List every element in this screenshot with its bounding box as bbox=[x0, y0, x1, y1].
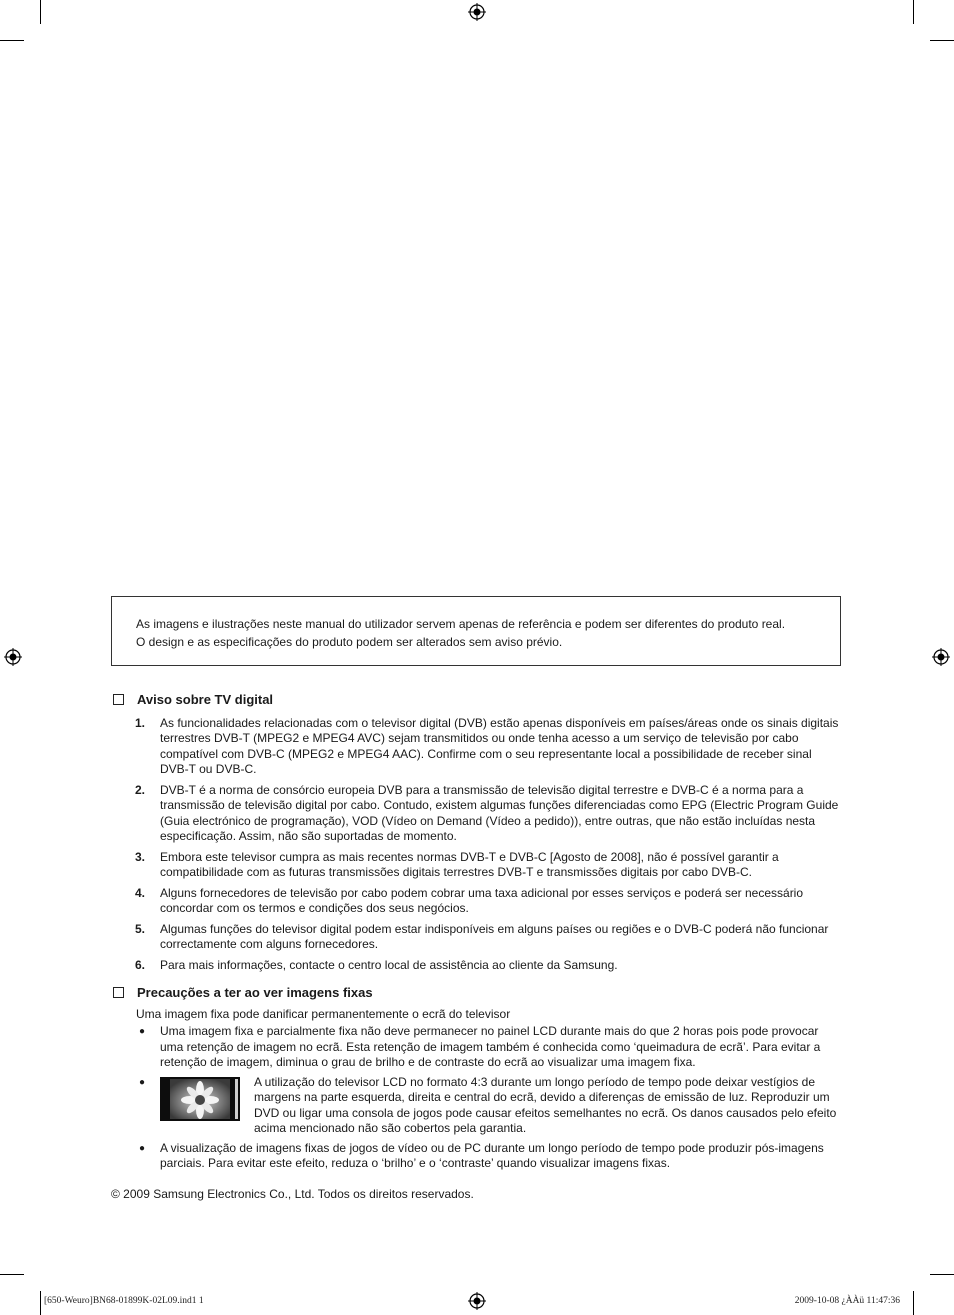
section-heading bbox=[111, 692, 843, 708]
crop-mark bbox=[930, 1274, 954, 1275]
item-number: 4. bbox=[135, 885, 146, 900]
section-heading bbox=[111, 985, 843, 1001]
flower-tv-screen-icon bbox=[160, 1077, 240, 1121]
item-number: 5. bbox=[135, 921, 146, 936]
item-number: 1. bbox=[135, 715, 146, 730]
item-text: DVB-T é a norma de consórcio europeia DVB para a transmissão de televisão digital terrestre e DVB-C é a norma para a transmissão de televisão digital por cabo. Contudo, existem algumas funções diferenciadas como EPG (Electric Program Guide (Guia electrónico de programação), VOD (Vídeo on Demand (Vídeo a pedido)), entre outras, que não estão incluídas nesta especificação. Assim, não são suportadas de momento. bbox=[160, 782, 839, 843]
section-title: Precauções a ter ao ver imagens fixas bbox=[137, 985, 373, 1000]
crop-mark bbox=[0, 40, 24, 41]
list-item bbox=[111, 783, 843, 845]
list-item bbox=[111, 1024, 843, 1071]
registration-mark-icon bbox=[932, 648, 950, 666]
list-item bbox=[111, 716, 843, 778]
bullet-list bbox=[111, 1024, 843, 1172]
item-number: 2. bbox=[135, 782, 146, 797]
bullet-icon: ● bbox=[139, 1142, 146, 1154]
item-text: Uma imagem fixa e parcialmente fixa não deve permanecer no painel LCD durante mais do que 2 horas pois pode provocar uma retenção de imagem no ecrã. Esta retenção de imagem também é conhecida como ‘queimadura de ecrã’. Para evitar a retenção de imagem, diminua o grau de brilho e de contraste do ecrã ao visualizar uma imagem fixa. bbox=[160, 1024, 821, 1069]
list-item bbox=[111, 922, 843, 953]
bullet-icon: ● bbox=[139, 1076, 146, 1088]
numbered-list bbox=[111, 716, 843, 974]
crop-mark bbox=[0, 1274, 24, 1275]
disclaimer-box bbox=[111, 596, 841, 666]
crop-mark bbox=[930, 40, 954, 41]
crop-mark bbox=[40, 0, 41, 24]
crop-mark bbox=[913, 0, 914, 24]
item-text: A utilização do televisor LCD no formato 4:3 durante um longo período de tempo pode deixar vestígios de margens na parte esquerda, direita e central do ecrã, devido a diferenças de emissão de luz. Reproduzir um DVD ou ligar uma consola de jogos pode causar efeitos semelhantes no ecrã. Os danos causados pelo efeito acima mencionado não são cobertos pela garantia. bbox=[254, 1074, 837, 1135]
print-slug-left: [650-Weuro]BN68-01899K-02L09.ind1 1 bbox=[44, 1296, 204, 1306]
registration-mark-icon bbox=[4, 648, 22, 666]
checkbox-square-icon bbox=[113, 694, 124, 705]
digital-tv-section bbox=[111, 692, 843, 978]
registration-mark-icon bbox=[468, 1292, 486, 1310]
item-text: Algumas funções do televisor digital podem estar indisponíveis em alguns países ou regiões e o DVB-C poderá não funcionar correctamente com alguns fornecedores. bbox=[160, 921, 829, 951]
copyright-text: © 2009 Samsung Electronics Co., Ltd. Todos os direitos reservados. bbox=[111, 1187, 474, 1201]
crop-mark bbox=[40, 1291, 41, 1315]
item-number: 3. bbox=[135, 849, 146, 864]
item-text: Alguns fornecedores de televisão por cabo podem cobrar uma taxa adicional por esses serviços e poderá ser necessário concordar com os termos e condições dos seus negócios. bbox=[160, 885, 804, 915]
list-item bbox=[111, 1075, 843, 1137]
list-item bbox=[111, 958, 843, 974]
item-text: Para mais informações, contacte o centro local de assistência ao cliente da Samsung. bbox=[160, 957, 618, 972]
item-number: 6. bbox=[135, 957, 146, 972]
list-item bbox=[111, 886, 843, 917]
section-title: Aviso sobre TV digital bbox=[137, 692, 274, 707]
registration-mark-icon bbox=[468, 3, 486, 21]
crop-mark bbox=[913, 1291, 914, 1315]
bullet-icon: ● bbox=[139, 1026, 146, 1037]
list-item bbox=[111, 850, 843, 881]
list-item bbox=[111, 1141, 843, 1172]
checkbox-square-icon bbox=[113, 987, 124, 998]
item-text: Embora este televisor cumpra as mais recentes normas DVB-T e DVB-C [Agosto de 2008], não é possível garantir a compatibilidade com as futuras transmissões digitais terrestres DVB-T e transmissões digitais por cabo DVB-C. bbox=[160, 849, 779, 879]
disclaimer-line: As imagens e ilustrações neste manual do utilizador servem apenas de referência e podem ser diferentes do produto real. bbox=[136, 617, 786, 631]
item-text: As funcionalidades relacionadas com o televisor digital (DVB) estão apenas disponíveis em países/áreas onde os sinais digitais terrestres DVB-T (MPEG2 e MPEG4 AVC) sejam transmitidos ou onde tenha acesso a um serviço de televisão por cabo compatível com DVB-C (MPEG2 e MPEG4 AAC). Confirme com o seu representante local a possibilidade de receber sinal DVB-T ou DVB-C. bbox=[160, 715, 839, 776]
disclaimer-line: O design e as especificações do produto podem ser alterados sem aviso prévio. bbox=[136, 635, 563, 649]
section-intro: Uma imagem fixa pode danificar permanentemente o ecrã do televisor bbox=[136, 1006, 511, 1021]
item-text: A visualização de imagens fixas de jogos de vídeo ou de PC durante um longo período de tempo pode produzir pós-imagens parciais. Para evitar este efeito, reduza o ‘brilho’ e o ‘contraste’ quando visualizar imagens fixas. bbox=[160, 1140, 824, 1170]
still-image-section bbox=[111, 985, 843, 1176]
print-slug-right: 2009-10-08 ¿ÀÀü 11:47:36 bbox=[794, 1296, 900, 1306]
